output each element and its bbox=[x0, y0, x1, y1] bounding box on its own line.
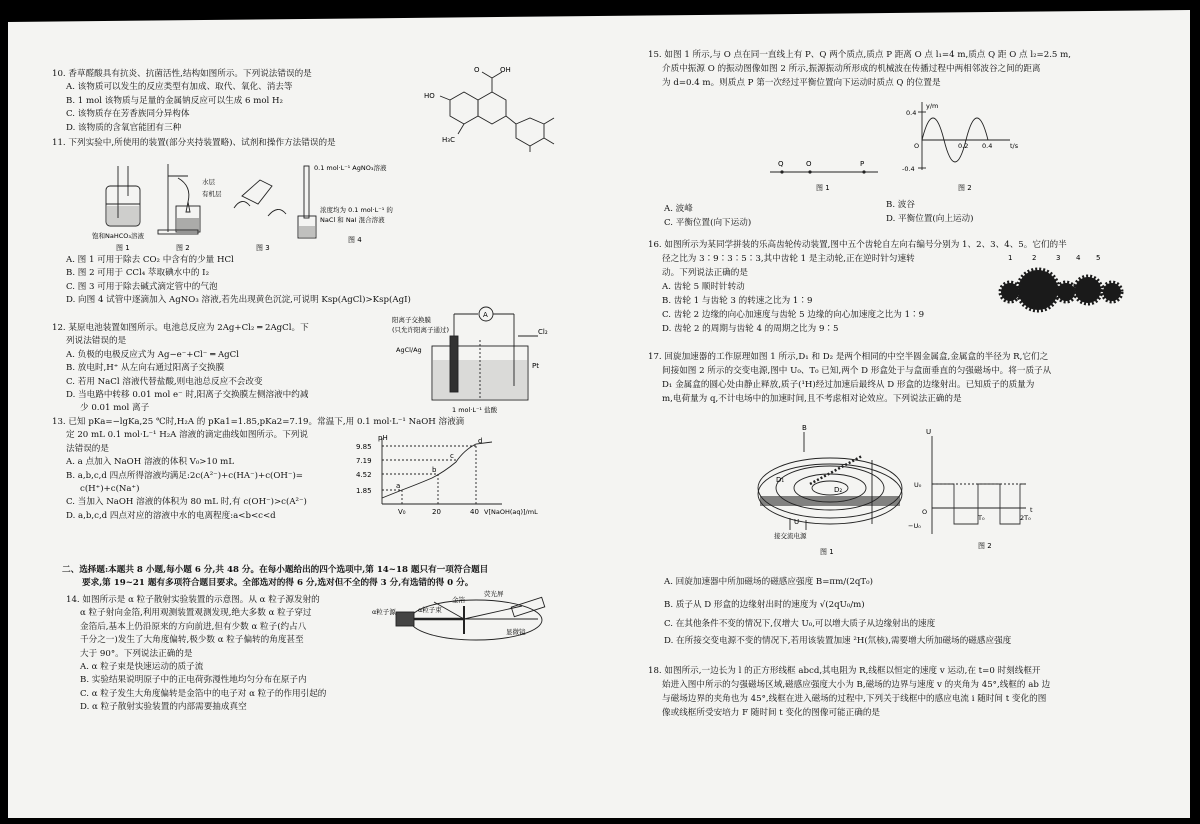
q15-option-c: C. 平衡位置(向下运动) bbox=[664, 218, 752, 228]
q18-stem-line2: 始进入图中所示的匀强磁场区域,磁感应强度大小为 B,磁场的边界与速度 v 的夹角为 45°,线框的 ab 边 bbox=[662, 680, 1051, 690]
q10-label-oh: OH bbox=[500, 66, 511, 74]
q16-option-a: A. 齿轮 5 顺时针转动 bbox=[662, 282, 745, 292]
q17-fig2-label: 图 2 bbox=[978, 542, 992, 550]
q17-ylabel: U bbox=[926, 428, 932, 436]
q18-stem-line1: 18. 如图所示,一边长为 l 的正方形线框 abcd,其电阻为 R,线框以恒定的速度 v 运动,在 t=0 时刻线框开 bbox=[648, 666, 1041, 676]
q13-point-a: a bbox=[396, 482, 401, 490]
q11-fig2-organic: 有机层 bbox=[202, 190, 222, 198]
q17-option-d: D. 在所接交变电源不变的情况下,若用该装置加速 ²H(氘核),需要增大所加磁场的磁感应强度 bbox=[664, 636, 1012, 646]
question-11 bbox=[52, 137, 336, 150]
q17-stem-line2: 间接如图 2 所示的交变电源,图中 U₀、T₀ 已知,两个 D 形盒处于与盒面垂直的匀强磁场中。将一质子从 bbox=[662, 366, 1052, 376]
q12-agcl-label: AgCl/Ag bbox=[396, 346, 422, 354]
gear-label-2: 2 bbox=[1032, 254, 1037, 262]
q12-option-d: D. 当电路中转移 0.01 mol e⁻ 时,阳离子交换膜左侧溶液中约减 bbox=[66, 390, 309, 401]
q14-option-c: C. α 粒子发生大角度偏转是金箔中的电子对 α 粒子的作用引起的 bbox=[80, 688, 327, 699]
gear-label-5: 5 bbox=[1096, 254, 1101, 262]
q16-option-c: C. 齿轮 2 边缘的向心加速度与齿轮 5 边缘的向心加速度之比为 1∶9 bbox=[662, 310, 925, 320]
q15-fig2-label: 图 2 bbox=[958, 184, 972, 192]
q11-fig1-caption: 饱和NaHCO₃溶液 bbox=[92, 232, 144, 240]
q15-x-tick-2: 0.4 bbox=[982, 142, 993, 150]
q17-source-label: 接交流电源 bbox=[774, 532, 807, 540]
q12-option-a: A. 负极的电极反应式为 Ag−e⁻+Cl⁻ ═ AgCl bbox=[66, 349, 240, 360]
q15-stem-line1: 15. 如图 1 所示,与 O 点在同一直线上有 P、Q 两个质点,质点 P 距离 O 点 l₁=4 m,质点 Q 距 O 点 l₂=2.5 m, bbox=[648, 50, 1072, 60]
q12-option-d-cont: 少 0.01 mol 离子 bbox=[80, 403, 150, 414]
q16-stem-line3: 动。下列说法正确的是 bbox=[662, 268, 748, 278]
q10-label-o: O bbox=[474, 66, 480, 74]
q10-label-h3c: H₃C bbox=[442, 136, 455, 144]
q13-stem-line2: 定 20 mL 0.1 mol·L⁻¹ H₂A 溶液的滴定曲线如图所示。下列说 bbox=[66, 430, 308, 441]
question-17 bbox=[648, 350, 1051, 406]
q15-xlabel: t/s bbox=[1010, 142, 1019, 150]
q18-stem-line3: 与磁场边界的夹角也为 45°,线框在进入磁场的过程中,下列关于线框中的感应电流 i 随时间 t 变化的图 bbox=[662, 694, 1047, 704]
q13-option-c: C. 当加入 NaOH 溶液的体积为 80 mL 时,有 c(OH⁻)>c(A²⁻) bbox=[66, 497, 307, 508]
q17-fig1-label: 图 1 bbox=[820, 548, 834, 556]
q13-point-d: d bbox=[478, 437, 483, 445]
q15-label-q: Q bbox=[778, 160, 784, 168]
q10-option-c: C. 该物质存在芳香族同分异构体 bbox=[66, 109, 190, 120]
q17-stem-line3: D₁ 金属盒的圆心处由静止释放,质子(¹H)经过加速后最终从 D 形盒的边缘射出。已知质子的质量为 bbox=[662, 380, 1035, 390]
q14-screen-label: 荧光屏 bbox=[484, 590, 504, 598]
q15-label-o: O bbox=[806, 160, 812, 168]
q17-u-label: U bbox=[794, 518, 800, 526]
q12-pt-label: Pt bbox=[532, 362, 539, 370]
q13-x-tick-20: 20 bbox=[432, 508, 441, 516]
q11-fig2-label: 图 2 bbox=[176, 244, 190, 252]
q12-cl2-label: Cl₂ bbox=[538, 328, 548, 336]
q11-fig3-label: 图 3 bbox=[256, 244, 270, 252]
q10-stem: 10. 香草醛酸具有抗炎、抗菌活性,结构如图所示。下列说法错误的是 bbox=[52, 69, 312, 79]
q10-structure-figure bbox=[420, 62, 570, 154]
q12-hcl-label: 1 mol·L⁻¹ 盐酸 bbox=[452, 406, 498, 414]
q17-b-label: B bbox=[802, 424, 807, 432]
q16-stem-line2: 径之比为 3∶9∶3∶5∶3,其中齿轮 1 是主动轮,正在逆时针匀速转 bbox=[662, 254, 915, 264]
q13-option-b: B. a,b,c,d 四点所得溶液均满足:2c(A²⁻)+c(HA⁻)+c(OH⁻)= bbox=[66, 470, 304, 481]
q11-fig4-mid: 浓度均为 0.1 mol·L⁻¹ 的 bbox=[320, 206, 393, 214]
q13-y-tick-1: 9.85 bbox=[356, 443, 372, 451]
q11-fig4-top: 0.1 mol·L⁻¹ AgNO₃溶液 bbox=[314, 164, 387, 172]
question-12 bbox=[52, 322, 309, 416]
q17-stem-line1: 17. 回旋加速器的工作原理如图 1 所示,D₁ 和 D₂ 是两个相同的中空半圆金属盒,金属盒的半径为 R,它们之 bbox=[648, 352, 1049, 362]
q15-ylabel: y/m bbox=[926, 102, 939, 110]
q13-xlabel: V[NaOH(aq)]/mL bbox=[484, 508, 538, 516]
q17-d2-label: D₂ bbox=[834, 486, 843, 494]
q17-2t0-label: 2T₀ bbox=[1020, 514, 1031, 522]
q17-option-c: C. 在其他条件不变的情况下,仅增大 U₀,可以增大质子从边缘射出的速度 bbox=[664, 619, 936, 629]
q10-option-a: A. 该物质可以发生的反应类型有加成、取代、氧化、消去等 bbox=[66, 82, 293, 93]
q17-origin: O bbox=[922, 508, 928, 516]
q12-cell-figure bbox=[392, 306, 554, 416]
q14-option-d: D. α 粒子散射实验装置的内部需要抽成真空 bbox=[80, 702, 247, 713]
q11-fig4-label: 图 4 bbox=[348, 236, 362, 244]
q13-y-tick-4: 1.85 bbox=[356, 487, 372, 495]
gear-label-4: 4 bbox=[1076, 254, 1081, 262]
q18-stem-line4: 像或线框所受安培力 F 随时间 t 变化的图像可能正确的是 bbox=[662, 708, 881, 718]
q17-option-b: B. 质子从 D 形盒的边缘射出时的速度为 √(2qU₀/m) bbox=[664, 600, 865, 610]
q17-cyclotron-figure bbox=[750, 424, 1090, 558]
q14-stem-line1: 14. 如图所示是 α 粒子散射实验装置的示意图。从 α 粒子源发射的 bbox=[66, 595, 320, 605]
q15-stem-line2: 介质中振源 O 的振动图像如图 2 所示,振源振动所形成的机械波在传播过程中两相邻波谷之间的距离 bbox=[662, 64, 1041, 74]
q16-option-d: D. 齿轮 2 的周期与齿轮 4 的周期之比为 9∶5 bbox=[662, 324, 839, 334]
q15-origin: O bbox=[914, 142, 920, 150]
q17-d1-label: D₁ bbox=[776, 476, 785, 484]
q13-y-tick-3: 4.52 bbox=[356, 471, 372, 479]
q15-y-tick-top: 0.4 bbox=[906, 109, 917, 117]
q17-option-a: A. 回旋加速器中所加磁场的磁感应强度 B=πm/(2qT₀) bbox=[664, 577, 873, 587]
q15-label-p: P bbox=[860, 160, 865, 168]
q14-beam-label: α粒子束 bbox=[418, 606, 442, 614]
q14-option-a: A. α 粒子束是快速运动的质子流 bbox=[80, 662, 204, 673]
q11-fig1-label: 图 1 bbox=[116, 244, 130, 252]
q10-label-ho: HO bbox=[424, 92, 435, 100]
q13-point-c: c bbox=[450, 452, 454, 460]
section-2-line2: 要求,第 19~21 题有多项符合题目要求。全部选对的得 6 分,选对但不全的得 3 分,有选错的得 0 分。 bbox=[82, 578, 474, 589]
q12-membrane-note: (只允许阳离子通过) bbox=[392, 326, 450, 334]
question-15 bbox=[648, 48, 1071, 90]
question-14 bbox=[66, 594, 326, 715]
q13-option-d: D. a,b,c,d 四点对应的溶液中水的电离程度:a<b<c<d bbox=[66, 510, 276, 521]
q15-wave-figure bbox=[760, 100, 1030, 194]
q13-option-a: A. a 点加入 NaOH 溶液的体积 V₀>10 mL bbox=[66, 457, 235, 468]
q11-option-a: A. 图 1 可用于除去 CO₂ 中含有的少量 HCl bbox=[66, 255, 234, 265]
q10-option-b: B. 1 mol 该物质与足量的金属钠反应可以生成 6 mol H₂ bbox=[66, 95, 283, 106]
gear-label-1: 1 bbox=[1008, 254, 1013, 262]
q15-option-d: D. 平衡位置(向上运动) bbox=[886, 214, 974, 224]
section-2-line1: 二、选择题:本题共 8 小题,每小题 6 分,共 48 分。在每小题给出的四个选项中,第 14~18 题只有一项符合题目 bbox=[62, 565, 489, 575]
q17-minus-u0-label: −U₀ bbox=[908, 522, 921, 530]
q16-stem-line1: 16. 如图所示为某同学拼装的乐高齿轮传动装置,图中五个齿轮自左向右编号分别为 1、2、3、4、5。它们的半 bbox=[648, 240, 1067, 250]
q14-stem-line2: α 粒子射向金箔,利用观测装置观测发现,绝大多数 α 粒子穿过 bbox=[80, 608, 312, 619]
q12-membrane-label: 阳离子交换膜 bbox=[392, 316, 431, 324]
q15-options bbox=[664, 202, 1144, 232]
q13-stem-line3: 法错误的是 bbox=[66, 443, 109, 454]
q15-y-tick-bottom: -0.4 bbox=[902, 165, 915, 173]
q11-options bbox=[66, 254, 411, 308]
q11-option-d: D. 向图 4 试管中逐滴加入 AgNO₃ 溶液,若先出现黄色沉淀,可说明 Ksp(AgCl)>Ksp(AgI) bbox=[66, 295, 411, 306]
question-18 bbox=[648, 664, 1050, 720]
q17-stem-line4: m,电荷量为 q,不计电场中的加速时间,且不考虑相对论效应。下列说法正确的是 bbox=[662, 394, 962, 404]
section-2-instructions bbox=[62, 564, 488, 591]
q12-stem-line1: 12. 某原电池装置如图所示。电池总反应为 2Ag+Cl₂ ═ 2AgCl。下 bbox=[52, 323, 309, 333]
q16-gears-figure bbox=[992, 250, 1132, 314]
q13-point-b: b bbox=[432, 466, 437, 474]
q11-fig4-bot: NaCl 和 NaI 混合溶液 bbox=[320, 216, 385, 224]
q12-stem-line2: 列说法错误的是 bbox=[66, 336, 127, 347]
q14-option-b: B. 实验结果说明原子中的正电荷弥漫性地均匀分布在原子内 bbox=[80, 675, 307, 686]
q14-stem-line5: 大于 90°。下列说法正确的是 bbox=[80, 648, 193, 659]
q12-ammeter-label[interactable]: A bbox=[483, 311, 488, 319]
q13-option-b-cont: c(H⁺)+c(Na⁺) bbox=[80, 484, 140, 495]
q11-option-c: C. 图 3 可用于除去碱式滴定管中的气泡 bbox=[66, 281, 218, 292]
q14-scattering-figure bbox=[372, 588, 558, 650]
q17-t-axis-label: t bbox=[1030, 506, 1033, 514]
q14-stem-line3: 金箔后,基本上仍沿原来的方向前进,但有少数 α 粒子(约占八 bbox=[80, 621, 307, 632]
q13-ylabel: pH bbox=[378, 434, 388, 442]
q13-x-tick-40: 40 bbox=[470, 508, 479, 516]
q11-stem: 11. 下列实验中,所使用的装置(部分夹持装置略)、试剂和操作方法错误的是 bbox=[52, 138, 336, 148]
q11-fig2-water: 水层 bbox=[202, 178, 215, 186]
q14-source-label: α粒子源 bbox=[372, 608, 396, 616]
q12-option-c: C. 若用 NaCl 溶液代替盐酸,则电池总反应不会改变 bbox=[66, 376, 263, 387]
q11-apparatus-figure bbox=[92, 156, 412, 252]
q16-option-b: B. 齿轮 1 与齿轮 3 的转速之比为 1∶9 bbox=[662, 296, 813, 306]
q14-stem-line4: 千分之一)发生了大角度偏转,极少数 α 粒子偏转的角度甚至 bbox=[80, 635, 304, 646]
q13-stem-line1: 13. 已知 pKa=−lgKa,25 ℃时,H₂A 的 pKa1=1.85,pKa2=7.19。常温下,用 0.1 mol·L⁻¹ NaOH 溶液滴 bbox=[52, 417, 465, 427]
question-10 bbox=[52, 68, 312, 135]
q17-u0-label: U₀ bbox=[914, 481, 922, 489]
q15-fig1-label: 图 1 bbox=[816, 184, 830, 192]
q15-stem-line3: 为 d=0.4 m。则质点 P 第一次经过平衡位置向下运动时质点 Q 的位置是 bbox=[662, 78, 941, 88]
q14-foil-label: 金箔 bbox=[452, 596, 465, 604]
q13-x-tick-v0: V₀ bbox=[398, 508, 406, 516]
q12-option-b: B. 放电时,H⁺ 从左向右通过阳离子交换膜 bbox=[66, 363, 225, 374]
q17-options bbox=[664, 574, 1011, 650]
q13-y-tick-2: 7.19 bbox=[356, 457, 372, 465]
q11-option-b: B. 图 2 可用于 CCl₄ 萃取碘水中的 I₂ bbox=[66, 268, 210, 279]
q17-t0-label: T₀ bbox=[978, 514, 985, 522]
q13-titration-figure bbox=[352, 434, 552, 518]
q15-x-tick-1: 0.2 bbox=[958, 142, 969, 150]
gear-label-3: 3 bbox=[1056, 254, 1061, 262]
q14-microscope-label: 显微镜 bbox=[506, 628, 526, 636]
q10-option-d: D. 该物质的含氧官能团有三种 bbox=[66, 122, 182, 133]
q15-option-a: A. 波峰 bbox=[664, 204, 693, 214]
q15-option-b: B. 波谷 bbox=[886, 200, 915, 210]
